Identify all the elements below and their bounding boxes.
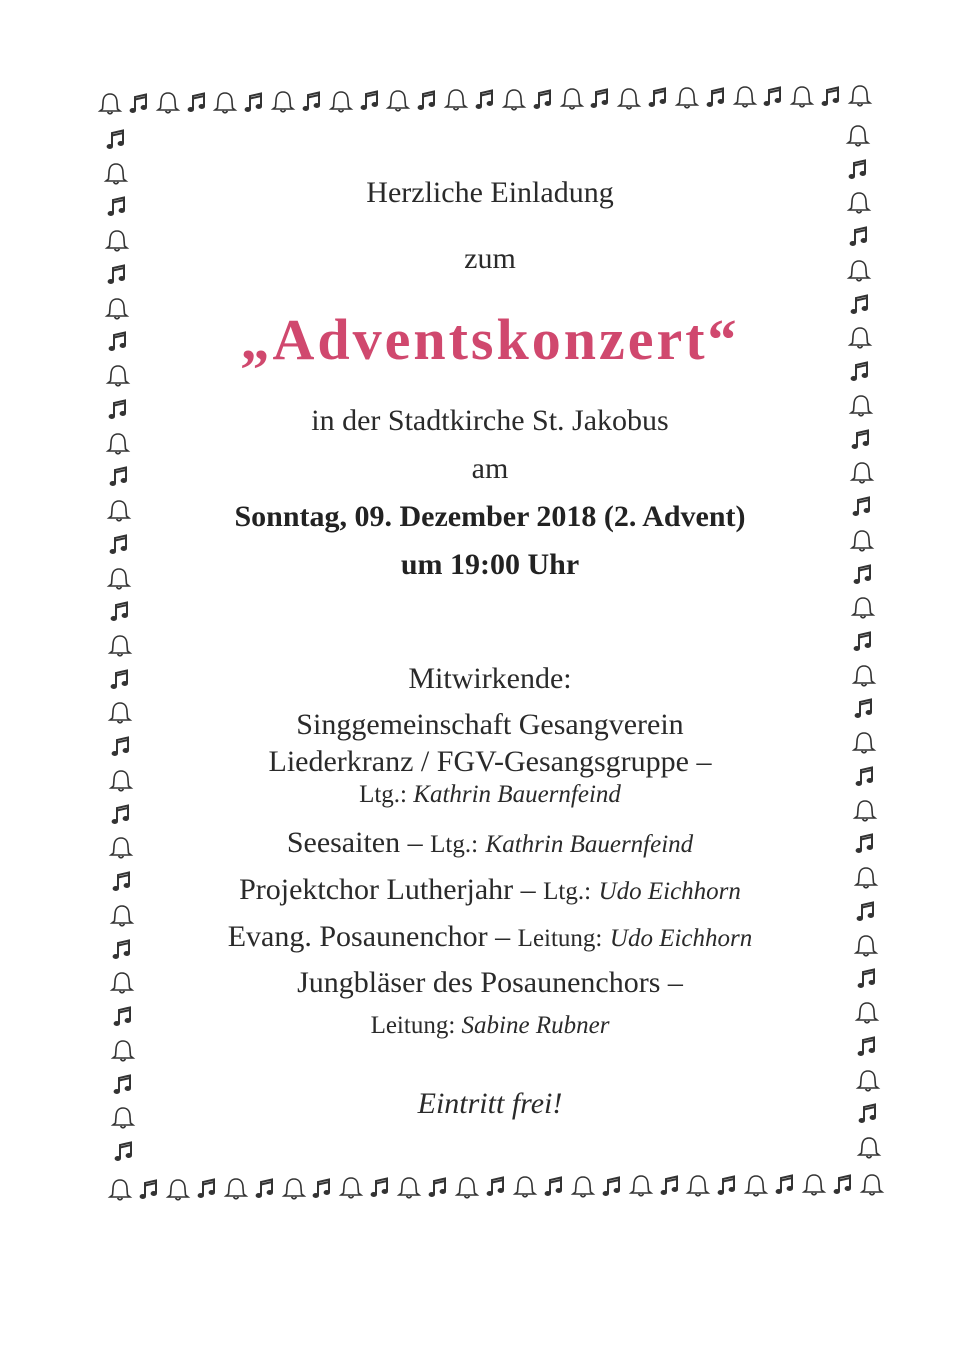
event-time: um 19:00 Uhr xyxy=(400,548,580,581)
group1-line1: Singgemeinschaft Gesangverein xyxy=(296,708,684,741)
bell-icon xyxy=(396,1175,422,1201)
group5-lead xyxy=(130,1012,850,1040)
group4-lead-name: Udo Eichhorn xyxy=(609,925,753,952)
bell-icon xyxy=(847,325,873,351)
group4-lead-label: Leitung: xyxy=(517,925,603,952)
bell-icon xyxy=(850,595,876,621)
group2-name: Seesaiten – xyxy=(286,826,423,859)
bell-icon xyxy=(674,85,700,111)
bell-icon xyxy=(443,87,469,113)
bell-icon xyxy=(789,84,815,110)
bell-icon xyxy=(155,90,181,116)
bell-icon xyxy=(616,86,642,112)
bell-icon xyxy=(852,798,878,824)
music-note-icon xyxy=(855,1101,881,1127)
music-note-icon xyxy=(541,1174,567,1200)
music-note-icon xyxy=(530,87,556,113)
music-note-icon xyxy=(853,899,879,925)
participants-heading: Mitwirkende: xyxy=(408,662,572,695)
bell-icon xyxy=(97,91,123,117)
music-note-icon xyxy=(847,359,873,385)
group4-name: Evang. Posaunenchor – xyxy=(227,920,511,953)
group4 xyxy=(130,920,850,953)
music-note-icon xyxy=(241,90,267,116)
music-note-icon xyxy=(848,427,874,453)
music-note-icon xyxy=(483,1174,509,1200)
prefix-text: zum xyxy=(464,242,516,275)
date-prefix: am xyxy=(471,452,509,485)
bell-icon xyxy=(106,498,132,524)
bell-icon xyxy=(848,393,874,419)
music-note-icon xyxy=(772,1172,798,1198)
bell-icon xyxy=(212,90,238,116)
group5-name: Jungbläser des Posaunenchors – xyxy=(297,966,683,999)
bell-icon xyxy=(281,1176,307,1202)
music-note-icon xyxy=(599,1174,625,1200)
music-note-icon xyxy=(472,87,498,113)
music-note-icon xyxy=(104,194,130,220)
bell-icon xyxy=(732,84,758,110)
group3-lead-name: Udo Eichhorn xyxy=(598,878,741,905)
music-note-icon xyxy=(854,1034,880,1060)
bell-icon xyxy=(854,1000,880,1026)
music-note-icon xyxy=(107,599,133,625)
music-note-icon xyxy=(299,89,325,115)
music-note-icon xyxy=(309,1176,335,1202)
group1-lead-name: Kathrin Bauernfeind xyxy=(413,781,621,808)
music-note-icon xyxy=(136,1177,162,1203)
music-note-icon xyxy=(852,831,878,857)
bell-icon xyxy=(107,633,133,659)
bell-icon xyxy=(853,865,879,891)
bell-icon xyxy=(385,88,411,114)
group2-lead-label: Ltg.: xyxy=(430,831,479,858)
bell-icon xyxy=(104,296,130,322)
group5-lead-name: Sabine Rubner xyxy=(461,1012,610,1039)
bell-icon xyxy=(105,363,131,389)
group3 xyxy=(130,873,850,906)
music-note-icon xyxy=(847,292,873,318)
music-note-icon xyxy=(645,85,671,111)
bell-icon xyxy=(454,1175,480,1201)
bell-icon xyxy=(847,83,873,109)
bell-icon xyxy=(570,1174,596,1200)
bell-icon xyxy=(270,89,296,115)
group1-lead-label: Ltg.: xyxy=(359,781,408,808)
group3-lead-label: Ltg.: xyxy=(543,878,592,905)
music-note-icon xyxy=(414,88,440,114)
event-title: „Adventskonzert“ xyxy=(240,307,740,372)
music-note-icon xyxy=(587,86,613,112)
group1-line2: Liederkranz / FGV-Gesangsgruppe – xyxy=(268,745,712,778)
group2-lead-name: Kathrin Bauernfeind xyxy=(485,831,694,858)
bell-icon xyxy=(801,1172,827,1198)
bell-icon xyxy=(628,1173,654,1199)
group2 xyxy=(130,826,850,859)
venue: in der Stadtkirche St. Jakobus xyxy=(311,404,669,437)
event-date: Sonntag, 09. Dezember 2018 (2. Advent) xyxy=(234,500,746,533)
music-note-icon xyxy=(357,88,383,114)
bell-icon xyxy=(685,1173,711,1199)
bell-icon xyxy=(856,1135,882,1161)
music-note-icon xyxy=(184,90,210,116)
bell-icon xyxy=(855,1068,881,1094)
music-note-icon xyxy=(425,1175,451,1201)
greeting: Herzliche Einladung xyxy=(366,176,614,209)
music-note-icon xyxy=(852,764,878,790)
music-note-icon xyxy=(105,397,131,423)
bell-icon xyxy=(845,123,871,149)
music-note-icon xyxy=(106,464,132,490)
bell-icon xyxy=(559,86,585,112)
bell-icon xyxy=(223,1176,249,1202)
music-note-icon xyxy=(367,1175,393,1201)
bell-icon xyxy=(165,1177,191,1203)
music-note-icon xyxy=(252,1176,278,1202)
bell-icon xyxy=(501,87,527,113)
music-note-icon xyxy=(854,966,880,992)
bell-icon xyxy=(104,228,130,254)
music-note-icon xyxy=(104,262,130,288)
group3-name: Projektchor Lutherjahr – xyxy=(239,873,536,906)
bell-icon xyxy=(328,89,354,115)
bell-icon xyxy=(851,663,877,689)
bell-icon xyxy=(107,1177,133,1203)
music-note-icon xyxy=(111,1139,137,1165)
bell-icon xyxy=(110,1038,136,1064)
music-note-icon xyxy=(106,532,132,558)
bell-icon xyxy=(853,933,879,959)
bell-icon xyxy=(106,566,132,592)
admission-note: Eintritt frei! xyxy=(417,1087,563,1120)
bell-icon xyxy=(338,1175,364,1201)
bell-icon xyxy=(851,730,877,756)
group1-lead xyxy=(130,781,850,809)
bell-icon xyxy=(743,1173,769,1199)
music-note-icon xyxy=(849,494,875,520)
bell-icon xyxy=(512,1174,538,1200)
music-note-icon xyxy=(103,127,129,153)
music-note-icon xyxy=(194,1176,220,1202)
music-note-icon xyxy=(126,91,152,117)
music-note-icon xyxy=(850,629,876,655)
bell-icon xyxy=(859,1172,885,1198)
bell-icon xyxy=(103,161,129,187)
bell-icon xyxy=(105,431,131,457)
bell-icon xyxy=(849,460,875,486)
music-note-icon xyxy=(818,84,844,110)
music-note-icon xyxy=(657,1173,683,1199)
music-note-icon xyxy=(851,696,877,722)
music-note-icon xyxy=(850,562,876,588)
music-note-icon xyxy=(714,1173,740,1199)
music-note-icon xyxy=(830,1172,856,1198)
bell-icon xyxy=(849,528,875,554)
music-note-icon xyxy=(760,84,786,110)
group5-lead-label: Leitung: xyxy=(370,1012,456,1039)
music-note-icon xyxy=(105,329,131,355)
bell-icon xyxy=(846,258,872,284)
music-note-icon xyxy=(703,85,729,111)
